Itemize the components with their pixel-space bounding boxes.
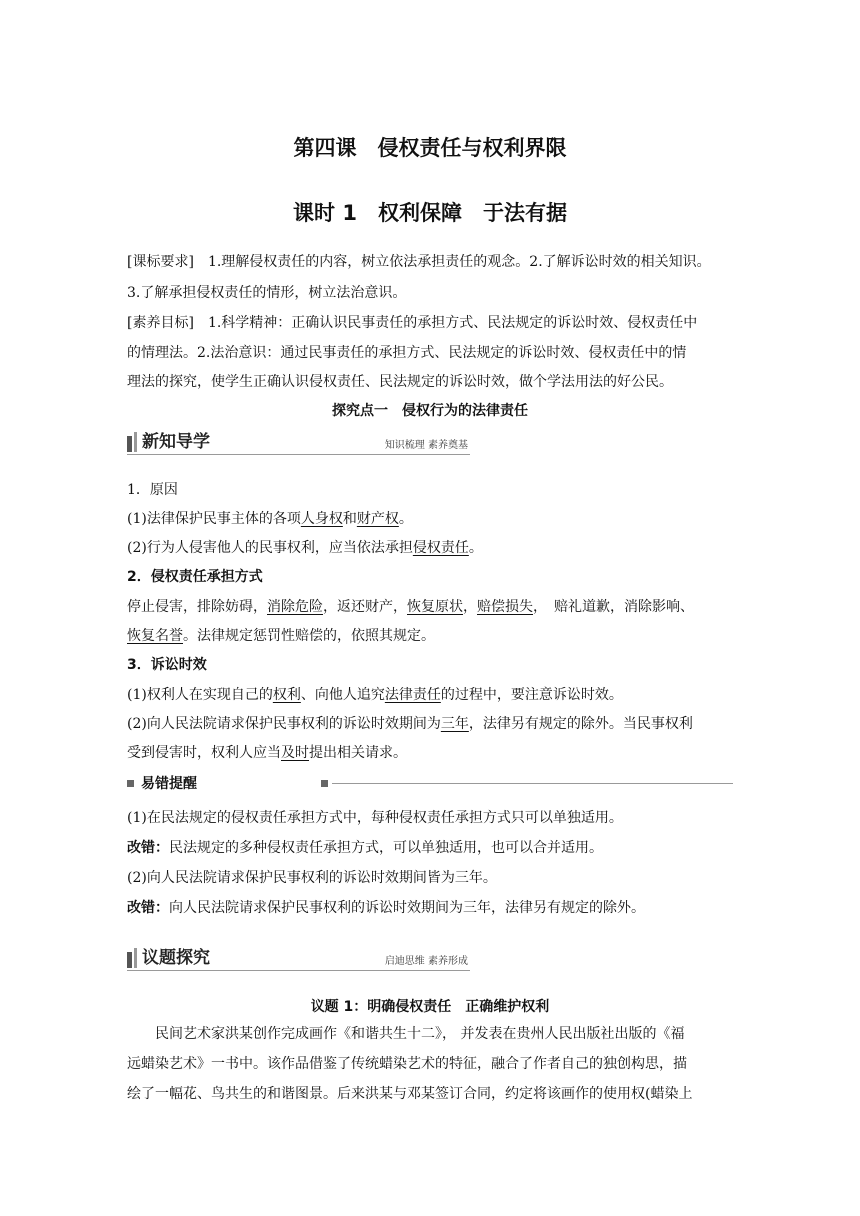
period-title: 课时 1 权利保障 于法有据	[293, 201, 567, 225]
correction-tag: 改错：	[127, 900, 169, 916]
section-sublabel: 知识梳理 素养奠基	[384, 440, 468, 451]
goals-line-2: 的情理法。2.法治意识：通过民事责任的承担方式、民法规定的诉讼时效、侵权责任中的情	[127, 345, 687, 361]
correction-1: 改错：民法规定的多种侵权责任承担方式，可以单独适用，也可以合并适用。	[127, 840, 603, 856]
knowledge-para-3: 停止侵害，排除妨碍，消除危险，返还财产，恢复原状，赔偿损失， 赔礼道歉，消除影响、	[127, 599, 694, 615]
requirements-tag: [课标要求]	[127, 254, 194, 270]
answer-blank: 消除危险	[267, 599, 323, 615]
lesson-title: 第四课 侵权责任与权利界限	[293, 136, 567, 160]
warning-label: 易错提醒	[141, 776, 197, 792]
topic-text-line-3: 绘了一幅花、鸟共生的和谐图景。后来洪某与邓某签订合同，约定将该画作的使用权(蜡染上	[127, 1086, 693, 1102]
section-header-topic-inquiry	[127, 940, 470, 971]
topic-text-line-1: 民间艺术家洪某创作完成画作《和谐共生十二》， 并发表在贵州人民出版社出版的《福	[155, 1026, 685, 1042]
topic-title: 议题 1：明确侵权责任 正确维护权利	[310, 999, 550, 1015]
answer-blank: 恢复名誉	[127, 628, 183, 644]
divider	[332, 783, 733, 784]
goals-line-3: 理法的探究，使学生正确认识侵权责任、民法规定的诉讼时效，做个学法用法的好公民。	[127, 374, 673, 390]
section-label: 议题探究	[142, 948, 210, 968]
square-bullet-icon	[321, 780, 328, 787]
knowledge-para-7: 受到侵害时，权利人应当及时提出相关请求。	[127, 745, 407, 761]
answer-blank: 侵权责任	[412, 540, 469, 556]
knowledge-para-5: (1)权利人在实现自己的权利、向他人追究法律责任的过程中，要注意诉讼时效。	[127, 687, 623, 703]
knowledge-heading-2: 2．侵权责任承担方式	[127, 569, 263, 585]
explore-point-heading: 探究点一 侵权行为的法律责任	[332, 403, 528, 419]
section-label: 新知导学	[142, 432, 210, 452]
answer-blank: 三年	[440, 716, 469, 732]
answer-blank: 财产权	[356, 511, 399, 527]
answer-blank: 权利	[272, 687, 301, 703]
section-sublabel: 启迪思维 素养形成	[384, 956, 468, 967]
answer-blank: 及时	[281, 745, 309, 761]
square-bullet-icon	[127, 780, 134, 787]
knowledge-para-1: (1)法律保护民事主体的各项人身权和财产权。	[127, 511, 413, 527]
answer-blank: 赔偿损失	[477, 599, 533, 615]
requirements-line-1: [课标要求] 1.理解侵权责任的内容，树立依法承担责任的观念。2.了解诉讼时效的相关知识。	[127, 254, 711, 270]
section-marker-icon	[127, 952, 132, 968]
knowledge-heading-1: 1．原因	[127, 482, 178, 498]
section-header-new-knowledge	[127, 424, 470, 455]
warning-header	[127, 773, 733, 793]
correction-tag: 改错：	[127, 840, 169, 856]
answer-blank: 人身权	[300, 511, 343, 527]
knowledge-para-2: (2)行为人侵害他人的民事权利，应当依法承担侵权责任。	[127, 540, 483, 556]
section-marker-icon	[134, 948, 137, 968]
error-statement-2: (2)向人民法院请求保护民事权利的诉讼时效期间皆为三年。	[127, 870, 497, 886]
knowledge-para-4: 恢复名誉。法律规定惩罚性赔偿的，依照其规定。	[127, 628, 435, 644]
requirements-line-2: 3.了解承担侵权责任的情形，树立法治意识。	[127, 285, 407, 301]
section-marker-icon	[134, 432, 137, 452]
correction-2: 改错：向人民法院请求保护民事权利的诉讼时效期间为三年，法律另有规定的除外。	[127, 900, 645, 916]
section-marker-icon	[127, 436, 132, 452]
knowledge-heading-3: 3．诉讼时效	[127, 657, 207, 673]
goals-tag: [素养目标]	[127, 315, 194, 331]
knowledge-para-6: (2)向人民法院请求保护民事权利的诉讼时效期间为三年，法律另有规定的除外。当民事权利	[127, 716, 693, 732]
error-statement-1: (1)在民法规定的侵权责任承担方式中，每种侵权责任承担方式只可以单独适用。	[127, 810, 623, 826]
answer-blank: 恢复原状	[407, 599, 463, 615]
topic-text-line-2: 远蜡染艺术》一书中。该作品借鉴了传统蜡染艺术的特征，融合了作者自己的独创构思，描	[127, 1056, 687, 1072]
answer-blank: 法律责任	[384, 687, 441, 703]
goals-line-1: [素养目标] 1.科学精神：正确认识民事责任的承担方式、民法规定的诉讼时效、侵权责任中	[127, 315, 698, 331]
